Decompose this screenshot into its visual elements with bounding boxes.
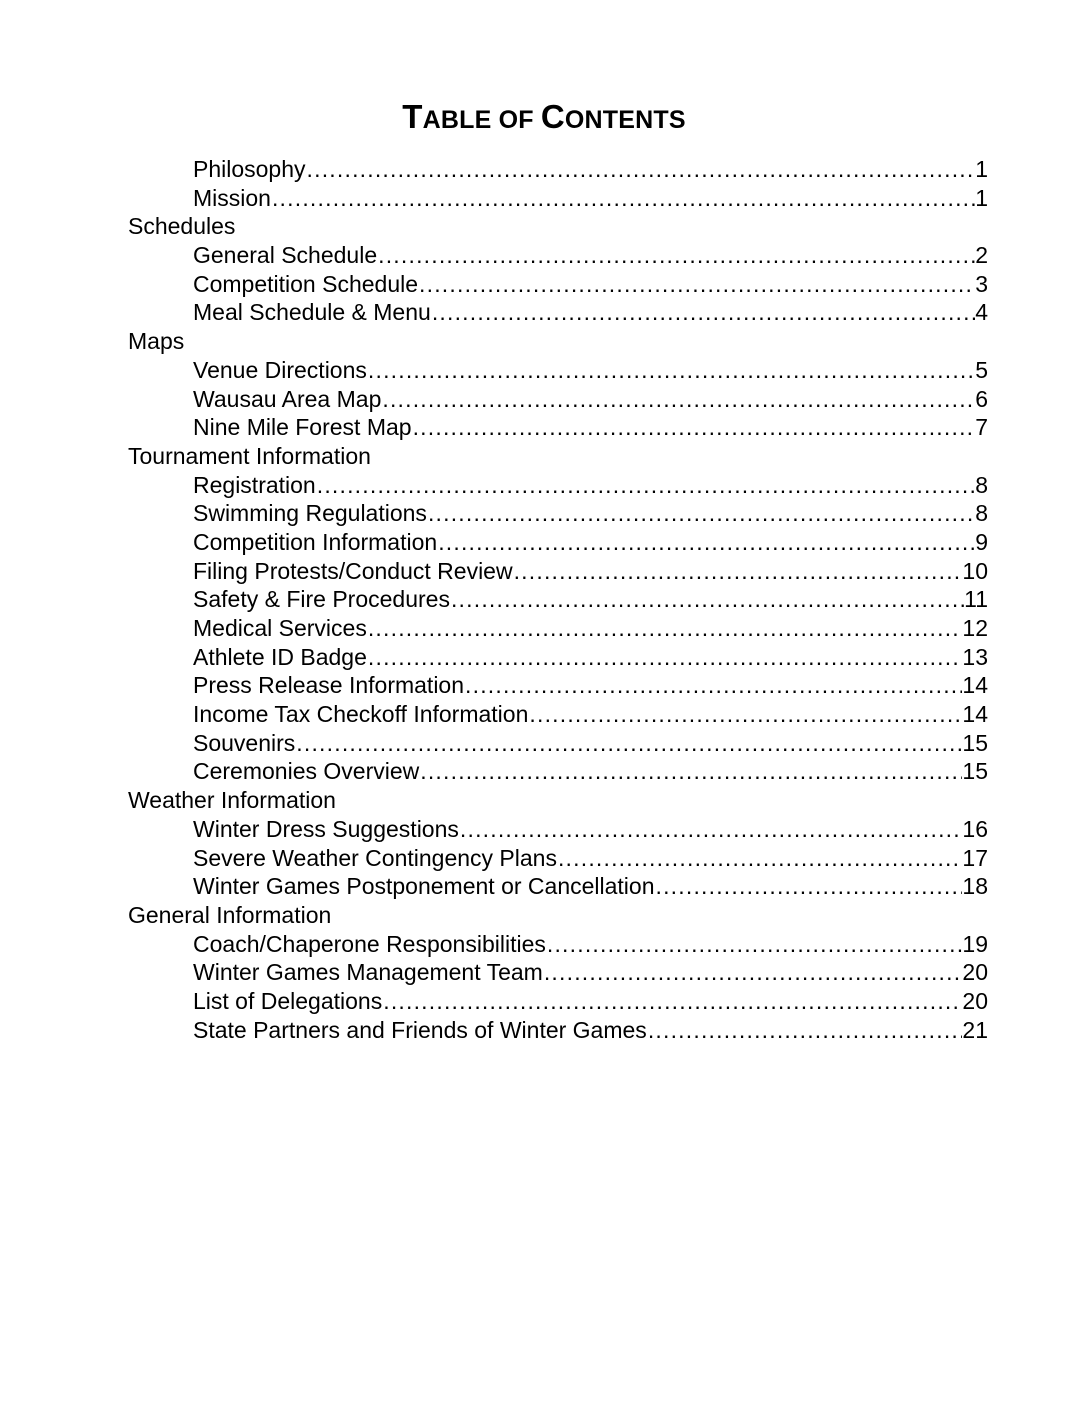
- toc-entry-row: [0, 643, 1088, 672]
- toc-entry-row: [0, 872, 1088, 901]
- toc-page-number: 6: [975, 385, 988, 412]
- toc-entry-label: Safety & Fire Procedures: [193, 586, 450, 613]
- toc-entry: [193, 585, 988, 614]
- toc-page-number: 14: [962, 672, 988, 699]
- toc-section-heading: Tournament Information: [128, 442, 371, 469]
- toc-entry-row: [0, 471, 1088, 500]
- toc-section-row: [0, 901, 1088, 930]
- dot-leader: [427, 499, 975, 528]
- toc-entry-label: Ceremonies Overview: [193, 758, 420, 785]
- toc-entry-label: Meal Schedule & Menu: [193, 299, 431, 326]
- toc-entry-row: [0, 729, 1088, 758]
- dot-leader: [513, 557, 963, 586]
- title-part-able-of: ABLE OF: [422, 106, 541, 134]
- toc-entry: [193, 298, 988, 327]
- toc-entry: [193, 614, 988, 643]
- toc-entry-label: Filing Protests/Conduct Review: [193, 557, 513, 584]
- toc-entry-row: [0, 757, 1088, 786]
- toc-entry-row: [0, 298, 1088, 327]
- dot-leader: [418, 270, 975, 299]
- toc-page-number: 18: [962, 873, 988, 900]
- toc-page-number: 3: [975, 270, 988, 297]
- toc-page-number: 10: [962, 557, 988, 584]
- toc-entry-label: Winter Games Management Team: [193, 959, 543, 986]
- toc-entry-row: [0, 270, 1088, 299]
- dot-leader: [295, 729, 962, 758]
- toc-entry-label: Severe Weather Contingency Plans: [193, 844, 557, 871]
- toc-entry: [193, 155, 988, 184]
- toc-entry-label: Philosophy: [193, 156, 306, 182]
- toc-entry-label: Swimming Regulations: [193, 500, 427, 527]
- toc-entry: [193, 844, 988, 873]
- dot-leader: [546, 930, 963, 959]
- toc-section-heading: Maps: [128, 328, 185, 355]
- toc-entry: [193, 356, 988, 385]
- toc-entry: [193, 930, 988, 959]
- toc-page-number: 9: [975, 528, 988, 555]
- toc-entry-label: Winter Dress Suggestions: [193, 815, 459, 842]
- dot-leader: [271, 184, 975, 213]
- toc-section-row: [0, 327, 1088, 356]
- title-part-ontents: ONTENTS: [564, 106, 686, 134]
- toc-page-number: 20: [962, 987, 988, 1014]
- dot-leader: [382, 987, 962, 1016]
- toc-entry-row: [0, 958, 1088, 987]
- toc-entry-label: Venue Directions: [193, 356, 367, 383]
- toc-entry-row: [0, 815, 1088, 844]
- dot-leader: [543, 958, 963, 987]
- toc-entry-row: [0, 700, 1088, 729]
- toc-entry-row: [0, 241, 1088, 270]
- toc-entry-label: Mission: [193, 184, 271, 211]
- toc-section-heading: Schedules: [128, 213, 236, 240]
- toc-entry-label: Medical Services: [193, 615, 367, 641]
- dot-leader: [431, 298, 975, 327]
- toc-entry-label: Competition Information: [193, 528, 438, 555]
- toc-entry-row: [0, 987, 1088, 1016]
- dot-leader: [459, 815, 963, 844]
- toc-entry-row: [0, 155, 1088, 184]
- dot-leader: [647, 1016, 963, 1045]
- toc-entry: [193, 270, 988, 299]
- toc-page-number: 4: [975, 299, 988, 326]
- toc-entry: [193, 471, 988, 500]
- toc-entry-row: [0, 671, 1088, 700]
- toc-entry: [193, 987, 988, 1016]
- title-initial-t: T: [402, 98, 423, 135]
- dot-leader: [367, 643, 963, 672]
- toc-entry: [193, 757, 988, 786]
- toc-page-number: 17: [962, 844, 988, 871]
- toc-entry: [193, 729, 988, 758]
- toc-entry: [193, 528, 988, 557]
- toc-page-number: 8: [975, 500, 988, 527]
- toc-entry-row: [0, 844, 1088, 873]
- toc-entry: [193, 241, 988, 270]
- toc-entry-label: Nine Mile Forest Map: [193, 414, 412, 441]
- toc-entry-label: Coach/Chaperone Responsibilities: [193, 930, 546, 957]
- toc-section-heading: General Information: [128, 901, 332, 928]
- toc-entry-label: Income Tax Checkoff Information: [193, 701, 529, 728]
- page-title: [0, 98, 1088, 136]
- dot-leader: [437, 528, 975, 557]
- toc-entry-row: [0, 557, 1088, 586]
- dot-leader: [528, 700, 962, 729]
- toc-entry-row: [0, 930, 1088, 959]
- toc-entry-row: [0, 385, 1088, 414]
- toc-page-number: 2: [975, 242, 988, 269]
- toc-page-number: 1: [975, 184, 988, 211]
- toc-entry-label: General Schedule: [193, 242, 378, 269]
- dot-leader: [367, 614, 963, 643]
- toc-entry: [193, 184, 988, 213]
- toc-entry-label: Registration: [193, 471, 316, 498]
- toc-page-number: 8: [975, 471, 988, 498]
- toc-entry-label: Winter Games Postponement or Cancellation: [193, 873, 655, 900]
- toc-page-number: 12: [962, 615, 988, 641]
- toc-entry: [193, 815, 988, 844]
- toc-page-number: 13: [962, 643, 988, 670]
- toc-page-number: 14: [962, 701, 988, 728]
- dot-leader: [655, 872, 963, 901]
- toc-entry-label: Souvenirs: [193, 729, 296, 756]
- toc-entry-row: [0, 1016, 1088, 1045]
- toc-entry: [193, 499, 988, 528]
- toc-page-number: 5: [975, 356, 988, 383]
- toc-entry: [193, 872, 988, 901]
- table-of-contents: [0, 155, 1088, 1044]
- dot-leader: [419, 757, 962, 786]
- dot-leader: [381, 385, 975, 414]
- toc-page-number: 20: [962, 959, 988, 986]
- toc-section-row: [0, 442, 1088, 471]
- toc-page-number: 7: [975, 414, 988, 441]
- dot-leader: [412, 413, 976, 442]
- toc-entry-label: List of Delegations: [193, 987, 383, 1014]
- toc-entry-row: [0, 614, 1088, 643]
- toc-page-number: 1: [975, 156, 988, 182]
- toc-page-number: 15: [962, 729, 988, 756]
- toc-entry-label: Wausau Area Map: [193, 385, 382, 412]
- dot-leader: [367, 356, 975, 385]
- title-initial-c: C: [540, 98, 565, 135]
- toc-entry: [193, 385, 988, 414]
- toc-entry-row: [0, 356, 1088, 385]
- toc-page-number: 15: [962, 758, 988, 785]
- toc-entry: [193, 700, 988, 729]
- toc-entry-label: Press Release Information: [193, 672, 465, 699]
- toc-entry-row: [0, 499, 1088, 528]
- toc-entry: [193, 958, 988, 987]
- toc-entry-label: Competition Schedule: [193, 270, 419, 297]
- dot-leader: [557, 844, 962, 873]
- toc-section-row: [0, 786, 1088, 815]
- toc-entry: [193, 413, 988, 442]
- toc-section-row: [0, 212, 1088, 241]
- toc-entry: [193, 671, 988, 700]
- toc-entry-row: [0, 184, 1088, 213]
- dot-leader: [316, 471, 975, 500]
- toc-entry-label: Athlete ID Badge: [193, 643, 367, 670]
- toc-entry: [193, 557, 988, 586]
- toc-entry-row: [0, 413, 1088, 442]
- dot-leader: [464, 671, 962, 700]
- toc-page-number: 11: [964, 586, 988, 613]
- toc-entry-label: State Partners and Friends of Winter Games: [193, 1016, 647, 1043]
- toc-page-number: 19: [962, 930, 988, 957]
- toc-entry-row: [0, 528, 1088, 557]
- toc-page-number: 16: [962, 815, 988, 842]
- toc-entry: [193, 1016, 988, 1045]
- toc-section-heading: Weather Information: [128, 787, 336, 814]
- toc-page-number: 21: [962, 1016, 988, 1043]
- dot-leader: [377, 241, 975, 270]
- dot-leader: [450, 585, 964, 614]
- toc-entry: [193, 643, 988, 672]
- toc-entry-row: [0, 585, 1088, 614]
- dot-leader: [306, 155, 976, 184]
